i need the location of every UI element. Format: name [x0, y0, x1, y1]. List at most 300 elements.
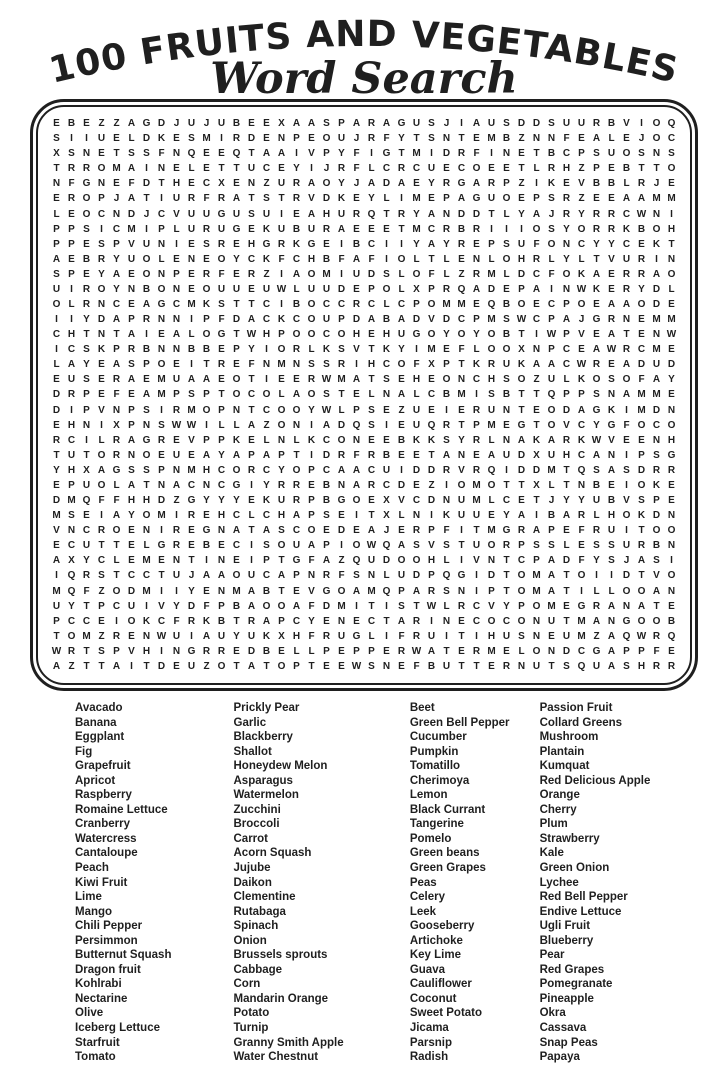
grid-cell: U	[187, 223, 196, 235]
grid-cell: T	[248, 148, 255, 160]
grid-cell: I	[190, 630, 193, 642]
grid-cell: A	[352, 464, 361, 476]
grid-cell: W	[411, 645, 422, 657]
grid-cell: F	[113, 495, 120, 507]
grid-cell: J	[188, 570, 195, 582]
grid-cell: E	[218, 344, 225, 356]
grid-cell: P	[68, 238, 75, 250]
grid-cell: E	[53, 193, 60, 205]
grid-cell: R	[592, 359, 601, 371]
word-item: Onion	[233, 934, 267, 947]
grid-cell: E	[248, 283, 255, 295]
grid-cell: P	[638, 449, 645, 461]
grid-cell: S	[623, 464, 630, 476]
grid-cell: R	[517, 525, 526, 537]
grid-cell: R	[502, 540, 511, 552]
grid-cell: L	[158, 253, 165, 265]
grid-cell: U	[622, 540, 631, 552]
word-item: Mango	[75, 905, 113, 918]
grid-cell: S	[593, 540, 600, 552]
grid-cell: U	[262, 208, 271, 220]
grid-cell: T	[518, 329, 525, 341]
grid-cell: N	[307, 570, 316, 582]
grid-cell: I	[355, 510, 358, 522]
word-item: Cassava	[539, 1022, 587, 1035]
grid-cell: F	[113, 389, 120, 401]
grid-cell: E	[218, 374, 225, 386]
grid-cell: K	[607, 404, 616, 416]
grid-cell: Y	[563, 495, 570, 507]
grid-cell: F	[158, 148, 165, 160]
grid-cell: O	[517, 615, 526, 627]
grid-cell: A	[172, 329, 181, 341]
grid-cell: Y	[308, 615, 315, 627]
grid-cell: N	[277, 133, 286, 145]
grid-cell: E	[128, 389, 135, 401]
grid-cell: E	[608, 479, 615, 491]
grid-cell: Z	[98, 585, 105, 597]
grid-cell: S	[608, 555, 615, 567]
grid-cell: L	[278, 389, 285, 401]
grid-cell: R	[442, 178, 451, 190]
grid-cell: O	[667, 163, 676, 175]
grid-cell: I	[250, 479, 253, 491]
grid-cell: M	[487, 133, 496, 145]
grid-cell: T	[473, 660, 480, 672]
grid-cell: N	[607, 389, 616, 401]
grid-cell: P	[173, 389, 180, 401]
grid-cell: U	[352, 268, 361, 280]
grid-cell: C	[532, 314, 541, 326]
grid-cell: I	[160, 404, 163, 416]
grid-cell: E	[473, 238, 480, 250]
grid-cell: R	[457, 600, 466, 612]
grid-cell: Y	[98, 268, 105, 280]
grid-cell: H	[427, 555, 436, 567]
grid-cell: D	[382, 555, 391, 567]
grid-cell: E	[458, 253, 465, 265]
grid-cell: M	[82, 630, 91, 642]
grid-cell: T	[623, 329, 630, 341]
grid-cell: I	[310, 419, 313, 431]
grid-cell: P	[503, 178, 510, 190]
grid-cell: A	[292, 600, 301, 612]
grid-cell: I	[145, 329, 148, 341]
grid-cell: O	[517, 299, 526, 310]
grid-cell: G	[607, 419, 616, 431]
grid-cell: F	[563, 133, 570, 145]
grid-cell: G	[307, 238, 316, 250]
grid-cell: B	[622, 163, 631, 175]
grid-cell: Y	[248, 344, 255, 356]
grid-cell: R	[52, 434, 61, 446]
grid-cell: R	[292, 344, 301, 356]
grid-cell: Y	[428, 178, 435, 190]
grid-cell: E	[278, 645, 285, 657]
grid-cell: K	[652, 479, 661, 491]
grid-cell: N	[577, 479, 586, 491]
grid-cell: A	[442, 449, 451, 461]
grid-cell: R	[457, 148, 466, 160]
grid-cell: P	[308, 495, 315, 507]
grid-cell: K	[142, 615, 151, 627]
grid-cell: E	[203, 585, 210, 597]
grid-cell: S	[68, 148, 75, 160]
grid-cell: M	[487, 314, 496, 326]
grid-cell: P	[413, 299, 420, 310]
grid-cell: S	[98, 570, 105, 582]
grid-cell: K	[637, 510, 646, 522]
grid-cell: E	[533, 299, 540, 310]
grid-cell: L	[518, 645, 525, 657]
grid-cell: G	[292, 555, 301, 567]
grid-cell: S	[338, 344, 345, 356]
grid-cell: I	[385, 419, 388, 431]
grid-cell: C	[292, 253, 301, 265]
grid-cell: P	[428, 570, 435, 582]
grid-cell: O	[142, 510, 151, 522]
grid-cell: O	[457, 329, 466, 341]
grid-cell: P	[338, 314, 345, 326]
grid-cell: M	[157, 374, 166, 386]
grid-cell: G	[472, 193, 481, 205]
grid-cell: Y	[293, 163, 300, 175]
grid-cell: C	[502, 615, 511, 627]
grid-cell: O	[397, 253, 406, 265]
grid-cell: E	[593, 329, 600, 341]
word-item: Cherry	[539, 803, 577, 816]
grid-cell: D	[52, 389, 61, 401]
grid-cell: W	[576, 359, 587, 371]
grid-cell: R	[217, 645, 226, 657]
grid-cell: C	[322, 464, 331, 476]
grid-cell: B	[547, 510, 556, 522]
grid-cell: E	[83, 118, 90, 130]
grid-cell: O	[352, 495, 361, 507]
grid-cell: V	[608, 253, 615, 265]
word-item: Passion Fruit	[539, 702, 613, 714]
grid-cell: U	[547, 615, 556, 627]
grid-cell: R	[337, 449, 346, 461]
grid-cell: I	[505, 464, 508, 476]
grid-cell: Y	[518, 208, 525, 220]
grid-cell: E	[473, 449, 480, 461]
grid-cell: N	[667, 510, 676, 522]
word-item: Pomegranate	[539, 978, 613, 991]
grid-cell: T	[248, 374, 255, 386]
grid-cell: D	[157, 660, 166, 672]
grid-cell: R	[67, 389, 76, 401]
grid-cell: D	[142, 133, 151, 145]
grid-cell: O	[652, 525, 661, 537]
grid-cell: G	[187, 645, 196, 657]
grid-cell: P	[323, 540, 330, 552]
grid-cell: D	[637, 464, 646, 476]
grid-cell: E	[413, 178, 420, 190]
grid-cell: P	[488, 238, 495, 250]
grid-cell: G	[382, 148, 391, 160]
grid-cell: U	[277, 495, 286, 507]
grid-cell: V	[653, 570, 660, 582]
grid-cell: I	[355, 600, 358, 612]
grid-cell: F	[413, 359, 420, 371]
grid-cell: O	[502, 193, 511, 205]
grid-cell: P	[473, 419, 480, 431]
word-column	[410, 701, 540, 1065]
word-item: Ugli Fruit	[539, 920, 591, 933]
grid-cell: S	[548, 193, 555, 205]
grid-cell: R	[247, 268, 256, 280]
grid-cell: L	[113, 479, 120, 491]
grid-cell: O	[262, 389, 271, 401]
grid-cell: A	[52, 253, 61, 265]
word-item: Leek	[409, 905, 437, 918]
grid-cell: F	[308, 630, 315, 642]
grid-cell: D	[412, 464, 421, 476]
grid-cell: T	[563, 479, 570, 491]
grid-cell: P	[203, 389, 210, 401]
grid-cell: Q	[667, 118, 676, 130]
grid-cell: I	[145, 223, 148, 235]
grid-cell: G	[517, 419, 526, 431]
grid-cell: A	[532, 283, 541, 295]
grid-cell: O	[337, 434, 346, 446]
grid-cell: N	[172, 148, 181, 160]
grid-cell: A	[127, 163, 136, 175]
word-item: Red Delicious Apple	[539, 774, 651, 787]
grid-cell: R	[592, 525, 601, 537]
grid-cell: T	[233, 163, 240, 175]
grid-cell: U	[652, 359, 661, 371]
grid-cell: X	[428, 359, 435, 371]
grid-cell: A	[247, 314, 256, 326]
grid-cell: O	[502, 253, 511, 265]
grid-cell: E	[158, 329, 165, 341]
grid-cell: A	[172, 479, 181, 491]
grid-cell: G	[187, 495, 196, 507]
grid-cell: E	[623, 434, 630, 446]
grid-cell: T	[638, 163, 645, 175]
title-block	[0, 0, 728, 100]
grid-cell: M	[412, 193, 421, 205]
grid-cell: R	[112, 374, 121, 386]
grid-cell: R	[217, 238, 226, 250]
grid-cell: N	[607, 449, 616, 461]
grid-cell: A	[202, 449, 211, 461]
grid-cell: E	[293, 208, 300, 220]
grid-cell: C	[472, 600, 481, 612]
grid-cell: H	[217, 510, 226, 522]
grid-cell: B	[502, 329, 511, 341]
grid-cell: V	[308, 148, 315, 160]
grid-cell: R	[292, 178, 301, 190]
grid-cell: N	[337, 479, 346, 491]
grid-cell: A	[97, 464, 106, 476]
grid-cell: V	[128, 645, 135, 657]
grid-cell: O	[427, 329, 436, 341]
grid-cell: C	[262, 510, 271, 522]
grid-cell: J	[113, 193, 120, 205]
grid-cell: O	[577, 299, 586, 310]
grid-cell: A	[367, 314, 376, 326]
grid-cell: J	[653, 178, 660, 190]
grid-cell: T	[383, 615, 390, 627]
grid-cell: P	[128, 419, 135, 431]
grid-cell: S	[308, 359, 315, 371]
grid-cell: T	[458, 630, 465, 642]
grid-cell: I	[400, 464, 403, 476]
grid-cell: G	[142, 118, 151, 130]
grid-cell: H	[367, 359, 376, 371]
grid-cell: E	[173, 660, 180, 672]
grid-cell: U	[607, 525, 616, 537]
grid-cell: G	[112, 464, 121, 476]
grid-cell: E	[203, 163, 210, 175]
word-item: Watercress	[75, 832, 137, 845]
grid-cell: O	[412, 555, 421, 567]
grid-cell: Q	[367, 208, 376, 220]
grid-cell: B	[607, 495, 616, 507]
grid-cell: A	[397, 540, 406, 552]
grid-cell: O	[157, 283, 166, 295]
grid-cell: U	[52, 283, 61, 295]
grid-cell: Y	[338, 148, 345, 160]
grid-cell: E	[353, 389, 360, 401]
grid-cell: O	[487, 615, 496, 627]
grid-cell: C	[112, 223, 121, 235]
grid-cell: T	[83, 600, 90, 612]
grid-cell: D	[427, 495, 436, 507]
grid-cell: A	[352, 374, 361, 386]
grid-cell: M	[52, 510, 61, 522]
grid-cell: I	[625, 404, 628, 416]
word-item: Lychee	[539, 876, 579, 889]
grid-cell: A	[562, 510, 571, 522]
word-item: Sweet Potato	[409, 1007, 483, 1020]
grid-cell: B	[502, 133, 511, 145]
grid-cell: H	[142, 645, 151, 657]
grid-cell: L	[293, 283, 300, 295]
grid-cell: T	[113, 329, 120, 341]
grid-cell: C	[382, 479, 391, 491]
grid-cell: S	[278, 525, 285, 537]
grid-cell: F	[338, 570, 345, 582]
grid-cell: P	[293, 570, 300, 582]
grid-cell: I	[460, 555, 463, 567]
grid-cell: L	[113, 555, 120, 567]
grid-cell: E	[113, 133, 120, 145]
grid-cell: A	[547, 434, 556, 446]
grid-cell: D	[532, 464, 541, 476]
grid-cell: D	[127, 585, 136, 597]
grid-cell: W	[546, 329, 557, 341]
grid-cell: N	[277, 434, 286, 446]
grid-cell: B	[382, 449, 391, 461]
grid-cell: O	[652, 615, 661, 627]
grid-cell: R	[202, 223, 211, 235]
grid-cell: D	[157, 495, 166, 507]
grid-cell: E	[233, 645, 240, 657]
grid-cell: R	[607, 314, 616, 326]
grid-cell: J	[623, 555, 630, 567]
grid-cell: F	[353, 449, 360, 461]
grid-cell: O	[97, 283, 106, 295]
grid-cell: C	[142, 570, 151, 582]
grid-cell: L	[233, 419, 240, 431]
grid-cell: F	[308, 600, 315, 612]
grid-cell: S	[443, 540, 450, 552]
grid-cell: O	[127, 615, 136, 627]
grid-cell: P	[143, 359, 150, 371]
grid-cell: T	[278, 585, 285, 597]
grid-cell: N	[622, 314, 631, 326]
grid-cell: A	[232, 525, 241, 537]
grid-cell: I	[175, 510, 178, 522]
word-item: Parsnip	[409, 1036, 453, 1049]
word-column	[540, 701, 708, 1065]
grid-cell: O	[67, 630, 76, 642]
grid-cell: O	[667, 525, 676, 537]
grid-cell: C	[97, 208, 106, 220]
grid-cell: I	[85, 133, 88, 145]
grid-cell: Y	[443, 238, 450, 250]
word-item: Kohlrabi	[75, 978, 122, 991]
grid-cell: U	[427, 163, 436, 175]
grid-cell: F	[638, 374, 645, 386]
grid-cell: Y	[503, 510, 510, 522]
grid-cell: S	[143, 148, 150, 160]
word-item: Beet	[409, 702, 435, 714]
grid-cell: A	[532, 208, 541, 220]
grid-cell: J	[548, 208, 555, 220]
grid-cell: C	[517, 555, 526, 567]
grid-cell: B	[502, 299, 511, 310]
grid-cell: E	[608, 268, 615, 280]
grid-cell: O	[487, 540, 496, 552]
grid-cell: T	[368, 374, 375, 386]
grid-cell: O	[97, 479, 106, 491]
grid-cell: J	[143, 208, 150, 220]
grid-cell: D	[397, 479, 406, 491]
grid-cell: Z	[518, 178, 525, 190]
grid-cell: U	[517, 238, 526, 250]
word-item: Cucumber	[409, 731, 467, 744]
grid-cell: R	[232, 133, 241, 145]
grid-cell: R	[487, 359, 496, 371]
grid-cell: F	[203, 600, 210, 612]
word-item: Carrot	[233, 832, 269, 845]
grid-cell: R	[472, 404, 481, 416]
grid-cell: T	[338, 389, 345, 401]
grid-cell: Y	[233, 630, 240, 642]
grid-cell: O	[322, 133, 331, 145]
grid-cell: P	[548, 344, 555, 356]
grid-cell: E	[668, 645, 675, 657]
grid-cell: E	[233, 359, 240, 371]
grid-cell: T	[158, 178, 165, 190]
word-item: Pear	[539, 949, 565, 962]
grid-cell: A	[592, 133, 601, 145]
grid-cell: S	[248, 208, 255, 220]
grid-cell: E	[188, 178, 195, 190]
grid-cell: T	[458, 133, 465, 145]
word-item: Black Currant	[409, 803, 486, 816]
grid-cell: A	[352, 253, 361, 265]
word-item: Jujube	[233, 862, 271, 875]
grid-cell: F	[173, 615, 180, 627]
grid-cell: V	[53, 525, 60, 537]
grid-cell: N	[157, 314, 166, 326]
